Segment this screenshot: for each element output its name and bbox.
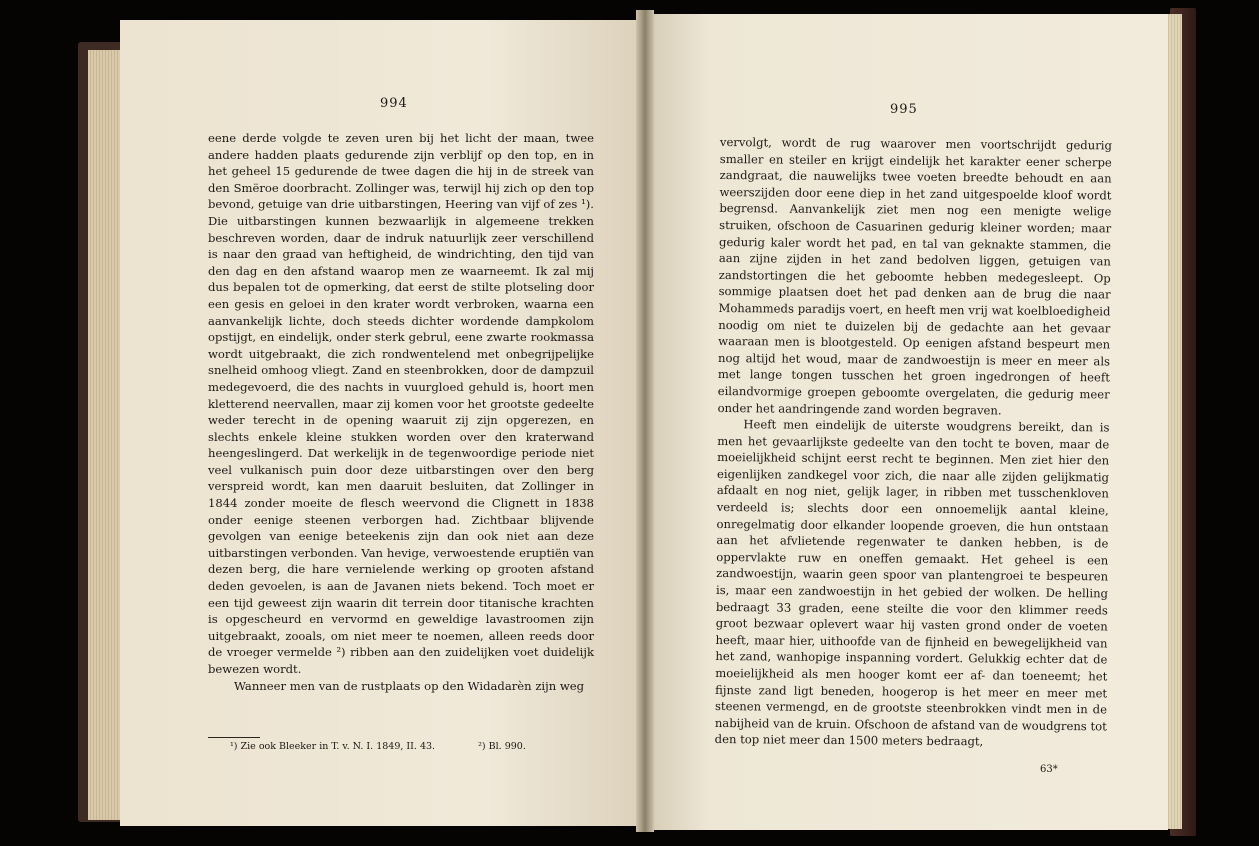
body-text — [208, 130, 594, 694]
paragraph: eene derde volgde te zeven uren bij het licht der maan, twee andere hadden plaats gedurende zijn verblijf op den top, en in het geheel 15 gedurende de twee dagen die hij in de streek van den Smëroe doorbracht. Zollinger was, terwijl hij zich op den top bevond, getuige van drie uitbarstingen, Heering van vijf of zes ¹). Die uitbarstingen kunnen bezwaarlijk in algemeene trekken beschreven worden, daar de indruk natuurlijk zeer verschillend is naar den graad van heftigheid, de windrichting, den tijd van den dag en den afstand waarop men ze waarneemt. Ik zal mij dus bepalen tot de opmerking, dat eerst de stilte plotseling door een gesis en geloei in den krater wordt verbroken, waarna een aanvankelijk lichte, doch steeds dichter wordende dampkolom opstijgt, en eindelijk, onder sterk gebrul, eene zwarte rookmassa wordt uitgebraakt, die zich rondwentelend met onbegrijpelijke snelheid omhoog vliegt. Zand en steenbrokken, door de dampzuil medegevoerd, die des nachts in vuurgloed gehuld is, hoort men kletterend neervallen, maar zij komen voor het grootste gedeelte weder terecht in de opening waaruit zij zijn opgerezen, en slechts enkele kleine stukken worden over den kraterwand heengeslingerd. Dat werkelijk in de tegenwoordige periode niet veel vulkanisch puin door deze uitbarstingen over den berg verspreid wordt, kan men daaruit besluiten, dat Zollinger in 1844 zonder moeite de flesch weervond die Clignett in 1838 onder eenige steenen verborgen had. Zichtbaar blijvende gevolgen van eenige beteekenis zijn dan ook niet aan deze uitbarstingen verbonden. Van hevige, verwoestende eruptiën van dezen berg, die hare vernielende werking op grooten afstand deden gevoelen, is aan de Javanen niets bekend. Toch moet er een tijd geweest zijn waarin dit terrein door titanische krachten is opgescheurd en vervormd en geweldige lavastroomen zijn uitgebraakt, zooals, om niet meer te noemen, alleen reeds door de vroeger vermelde ²) ribben aan den zuidelijken voet duidelijk bewezen wordt. — [208, 131, 594, 676]
paragraph: vervolgt, wordt de rug waarover men voortschrijdt gedurig smaller en steiler en krijgt eindelijk het karakter eener scherpe zandgraat, die nauwelijks twee voeten breedte behoudt en aan weerszijden door eene diep in het zand uitgespoelde kloof wordt begrensd. Aanvankelijk ziet men nog een menigte welige struiken, ofschoon de Casuarinen gedurig kleiner worden; maar gedurig kaler wordt het pad, en tal van geknakte stammen, die aan zijne zijden in het zand bedolven liggen, getuigen van zandstortingen die het geboomte hebben medegesleept. Op sommige plaatsen doet het pad denken aan de brug die naar Mohammeds paradijs voert, en heeft men vrij wat koelbloedigheid noodig om niet te duizelen bij de gedachte aan het gevaar waaraan men is blootgesteld. Op eenigen afstand bespeurt men nog altijd het woud, maar de zandwoestijn is meer en meer als met lange tongen tusschen het groen ingedrongen of heeft eilandvormige groepen geboomte overgelaten, die gedurig meer onder het aandringende zand worden begraven. — [717, 134, 1112, 417]
paragraph: Wanneer men van de rustplaats op den Widadarèn zijn weg — [234, 678, 585, 693]
footnote: ¹) Zie ook Bleeker in T. v. N. I. 1849, II. 43. — [230, 741, 436, 752]
paragraph: Heeft men eindelijk de uiterste woudgrens bereikt, dan is men het gevaarlijkste gedeelte van den tocht te boven, maar de moeielijkheid schijnt eerst recht te beginnen. Men ziet hier den eigenlijken zandkegel voor zich, die naar alle zijden gelijkmatig afdaalt en nog niet, gelijk lager, in ribben met tusschenkloven verdeeld is; slechts door een onnoemelijk aantal kleine, onregelmatig door elkander loopende groeven, die hun ontstaan aan het afvlietende regenwater te danken hebben, is de oppervlakte ruw en oneffen gemaakt. Het geheel is een zandwoestijn, waarin geen spoor van plantengroei te bespeuren is, maar een zandwoestijn in het gebied der wolken. De helling bedraagt 33 graden, eene steilte die voor den klimmer reeds groot bezwaar oplevert waar hij vasten grond onder de voeten heeft, maar hier, uithoofde van de fijnheid en bewegelijkheid van het zand, wanhopige inspanning vordert. Gelukkig echter dat de moeielijkheid als men hooger komt eer af- dan toeneemt; het fijnste zand ligt beneden, hoogerop is het meer en meer met steenen vermengd, en de grootste steenbrokken vindt men in de nabijheid van de kruin. Ofschoon de afstand van de woudgrens tot den top niet meer dan 1500 meters bedraagt, — [714, 417, 1110, 749]
body-text — [715, 134, 1112, 751]
footnote-rule — [208, 737, 260, 738]
signature-mark: 63* — [1040, 764, 1058, 775]
page-edges-left — [88, 50, 122, 820]
page-number: 995 — [890, 102, 918, 117]
footnote: ²) Bl. 990. — [478, 741, 526, 752]
book-gutter — [636, 10, 654, 832]
left-page — [120, 20, 643, 826]
page-number: 994 — [380, 96, 408, 111]
right-page — [648, 14, 1168, 830]
footnotes — [230, 741, 590, 753]
